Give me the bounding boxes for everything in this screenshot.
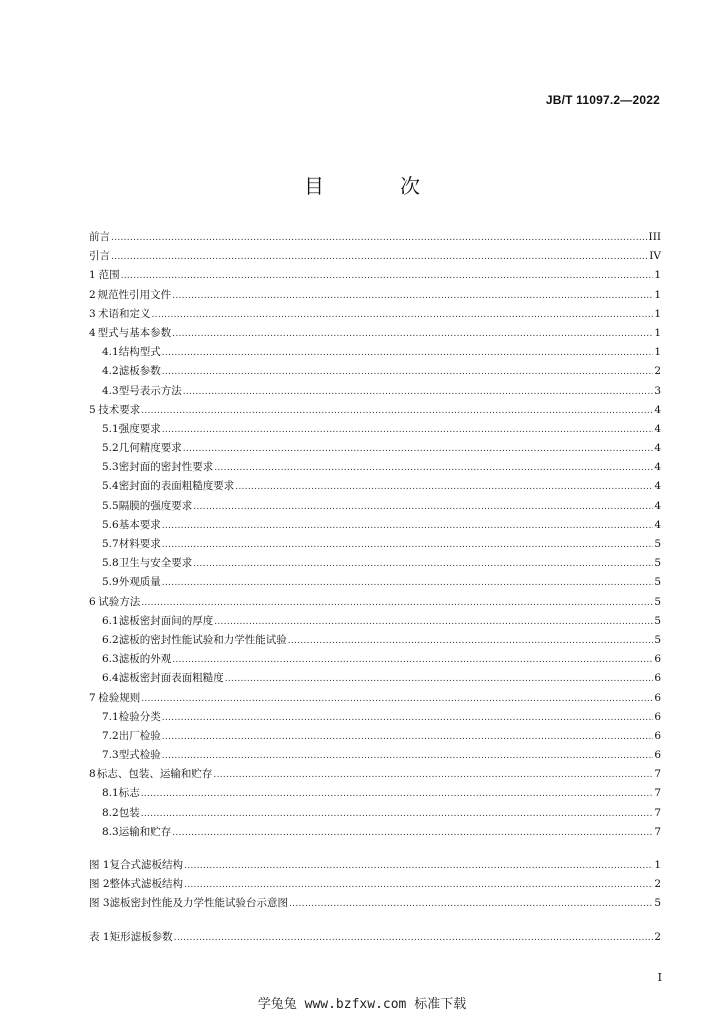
- toc-entry-number: 8.1: [102, 787, 119, 800]
- toc-entry-number: 表 1: [89, 930, 110, 943]
- dot-leader: [111, 252, 648, 262]
- dot-leader: [141, 406, 653, 416]
- toc-entry-label: 技术要求: [98, 403, 141, 416]
- dot-leader: [162, 367, 654, 377]
- toc-entry-number: 7.1: [102, 710, 119, 723]
- toc-entry-label: 规范性引用文件: [97, 288, 172, 301]
- toc-entry-page: 4: [654, 442, 661, 455]
- toc-entry-label: 标志: [118, 787, 140, 800]
- toc-entry[interactable]: [89, 824, 661, 843]
- toc-entry[interactable]: [89, 929, 661, 948]
- toc-entry-number: 5: [89, 403, 96, 416]
- toc-entries: [89, 229, 661, 843]
- toc-entry-label: 整体式滤板结构: [109, 878, 184, 891]
- toc-entry-number: 5.5: [102, 499, 119, 512]
- toc-entry[interactable]: [89, 766, 661, 785]
- toc-entry-number: 8.2: [102, 806, 119, 819]
- toc-entry-label: 前言: [89, 231, 110, 243]
- toc-entry-label: 运输和贮存: [118, 825, 172, 838]
- toc-entry-page: 1: [654, 326, 661, 339]
- toc-entry-label: 滤板密封面间的厚度: [118, 614, 214, 627]
- toc-entry[interactable]: [89, 876, 661, 895]
- toc-entry-label: 密封面的表面粗糙度要求: [118, 480, 235, 493]
- toc-entry-number: 图 2: [89, 878, 110, 891]
- toc-entry-page: 5: [654, 595, 661, 608]
- toc-entry-page: 6: [654, 710, 661, 723]
- toc-entry[interactable]: [89, 857, 661, 876]
- toc-entry[interactable]: [89, 459, 661, 478]
- toc-entry-page: 7: [654, 768, 661, 781]
- toc-entry[interactable]: [89, 306, 661, 325]
- dot-leader: [184, 861, 653, 871]
- toc-entry[interactable]: [89, 613, 661, 632]
- toc-entry-number: 5.8: [102, 557, 119, 570]
- toc-entry[interactable]: [89, 574, 661, 593]
- toc-entry[interactable]: [89, 709, 661, 728]
- toc-entry[interactable]: [89, 728, 661, 747]
- toc-entry[interactable]: [89, 421, 661, 440]
- dot-leader: [193, 559, 653, 569]
- toc-entry-label: 卫生与安全要求: [118, 557, 193, 570]
- dot-leader: [141, 809, 654, 819]
- toc-entry-page: 7: [654, 787, 661, 800]
- toc-entry-page: 5: [654, 538, 661, 550]
- toc-entry-page: 2: [654, 930, 661, 943]
- toc-entry-number: 7: [89, 691, 96, 704]
- toc-entry[interactable]: [89, 478, 661, 497]
- dot-leader: [225, 674, 654, 684]
- toc-entry-label: 出厂检验: [118, 729, 161, 742]
- toc-entry-number: 5.3: [102, 461, 119, 474]
- toc-entry-label: 范围: [98, 269, 120, 282]
- toc-entry[interactable]: [89, 651, 661, 670]
- dot-leader: [162, 713, 654, 723]
- toc-entry[interactable]: [89, 229, 661, 248]
- dot-leader: [141, 789, 654, 799]
- toc-entry[interactable]: [89, 363, 661, 382]
- toc-entry-page: 1: [654, 288, 661, 301]
- toc-entry-label: 包装: [118, 806, 140, 819]
- dot-leader: [162, 521, 654, 531]
- table-list: [89, 929, 661, 948]
- toc-entry-page: 6: [654, 653, 661, 666]
- dot-leader: [183, 387, 654, 397]
- toc-entry-number: 3: [89, 307, 96, 320]
- toc-entry[interactable]: [89, 536, 661, 555]
- toc-entry-number: 6.2: [102, 633, 119, 646]
- toc-entry-number: 4: [89, 326, 96, 339]
- toc-entry-page: 6: [654, 691, 661, 704]
- standard-number: JB/T 11097.2—2022: [545, 93, 660, 107]
- toc-entry-page: 6: [654, 749, 661, 762]
- dot-leader: [162, 732, 654, 742]
- toc-entry-page: 4: [654, 499, 661, 512]
- toc-entry-page: 6: [654, 672, 661, 685]
- toc-entry[interactable]: [89, 632, 661, 651]
- toc-entry-page: 5: [654, 897, 661, 910]
- toc-entry-label: 滤板的密封性能试验和力学性能试验: [118, 633, 287, 646]
- toc-entry-label: 型式与基本参数: [97, 326, 172, 339]
- toc-entry-page: 4: [654, 403, 661, 416]
- dot-leader: [214, 617, 653, 627]
- toc-entry-label: 隔膜的强度要求: [118, 499, 193, 512]
- dot-leader: [214, 463, 653, 473]
- toc-entry-page: 5: [654, 557, 661, 570]
- toc-entry-label: 外观质量: [118, 576, 161, 589]
- toc-entry[interactable]: [89, 325, 661, 344]
- toc-entry-number: 4.1: [102, 346, 119, 359]
- toc-entry-page: 6: [654, 729, 661, 742]
- toc-entry-number: 5.7: [102, 538, 119, 550]
- toc-entry-label: 试验方法: [98, 595, 141, 608]
- toc-entry-number: 5.2: [102, 442, 119, 455]
- toc-entry-page: 1: [654, 269, 661, 282]
- toc-entry-page: 1: [654, 859, 661, 871]
- toc-entry-label: 矩形滤板参数: [109, 930, 173, 943]
- toc-entry[interactable]: [89, 690, 661, 709]
- toc-entry-number: 6.1: [102, 614, 119, 627]
- toc-entry-page: 2: [654, 365, 661, 378]
- toc-entry-label: 密封面的密封性要求: [118, 461, 214, 474]
- toc-entry[interactable]: [89, 785, 661, 804]
- dot-leader: [172, 291, 653, 301]
- dot-leader: [141, 694, 653, 704]
- toc-entry[interactable]: [89, 287, 661, 306]
- toc-entry-label: 滤板参数: [118, 365, 161, 378]
- toc-entry-number: 图 1: [89, 859, 110, 871]
- toc-entry-label: 材料要求: [118, 538, 161, 550]
- toc-entry-number: 5.6: [102, 518, 119, 531]
- dot-leader: [172, 655, 653, 665]
- toc-entry-label: 滤板的外观: [118, 653, 172, 666]
- toc-entry-page: 5: [654, 633, 661, 646]
- toc-entry-page: 3: [654, 384, 661, 397]
- dot-leader: [235, 482, 653, 492]
- dot-leader: [162, 425, 654, 435]
- toc-entry-label: 标志、包装、运输和贮存: [96, 768, 213, 781]
- dot-leader: [121, 271, 654, 281]
- toc-entry-page: 1: [654, 307, 661, 320]
- site-footer[interactable]: 学兔兔 www.bzfxw.com 标准下载: [257, 997, 467, 1012]
- toc-entry[interactable]: [89, 670, 661, 689]
- figure-list: [89, 857, 661, 915]
- toc-entry-page: 5: [654, 576, 661, 589]
- toc-entry-number: 5.1: [102, 422, 119, 435]
- toc-entry-page: 4: [654, 422, 661, 435]
- dot-leader: [289, 899, 653, 909]
- toc-entry[interactable]: [89, 805, 661, 824]
- toc-entry-page: 2: [654, 878, 661, 891]
- dot-leader: [172, 828, 653, 838]
- dot-leader: [141, 598, 653, 608]
- toc-entry-number: 8: [89, 768, 96, 781]
- page-folio: I: [657, 971, 662, 984]
- toc-entry[interactable]: [89, 555, 661, 574]
- toc-entry-label: 几何精度要求: [118, 442, 182, 455]
- toc-entry-label: 检验规则: [98, 691, 141, 704]
- toc-entry-label: 滤板密封面表面粗糙度: [118, 672, 224, 685]
- toc-entry-label: 复合式滤板结构: [109, 859, 184, 871]
- toc-entry-label: 滤板密封性能及力学性能试验台示意图: [109, 897, 289, 910]
- toc-entry-label: 强度要求: [118, 422, 161, 435]
- toc-entry-number: 图 3: [89, 897, 110, 910]
- dot-leader: [162, 751, 654, 761]
- toc-entry[interactable]: [89, 402, 661, 421]
- dot-leader: [184, 880, 653, 890]
- toc-entry-label: 检验分类: [118, 710, 161, 723]
- toc-entry-page: 7: [654, 806, 661, 819]
- toc-entry-page: 1: [654, 346, 661, 359]
- toc-entry[interactable]: [89, 383, 661, 402]
- toc-entry-number: 2: [89, 288, 96, 301]
- dot-leader: [172, 329, 653, 339]
- toc-entry-label: 型号表示方法: [118, 384, 182, 397]
- dot-leader: [193, 502, 653, 512]
- dot-leader: [162, 578, 654, 588]
- dot-leader: [111, 233, 648, 243]
- toc-entry-page: III: [648, 231, 661, 243]
- dot-leader: [162, 540, 654, 550]
- toc-gap: [89, 843, 661, 857]
- toc-entry-number: 5.4: [102, 480, 119, 493]
- toc-gap: [89, 915, 661, 929]
- toc-entry-number: 5.9: [102, 576, 119, 589]
- dot-leader: [162, 348, 654, 358]
- toc-entry-page: 4: [654, 480, 661, 493]
- toc-entry-number: 6.4: [102, 672, 119, 685]
- toc-entry[interactable]: [89, 498, 661, 517]
- toc-entry[interactable]: [89, 517, 661, 536]
- toc-entry[interactable]: [89, 267, 661, 286]
- toc-entry[interactable]: [89, 895, 661, 914]
- toc-entry-label: 结构型式: [118, 346, 161, 359]
- toc-entry-page: 7: [654, 825, 661, 838]
- dot-leader: [288, 636, 654, 646]
- toc-entry-page: 4: [654, 461, 661, 474]
- toc-entry-page: 4: [654, 518, 661, 531]
- dot-leader: [152, 310, 654, 320]
- dot-leader: [174, 933, 654, 943]
- toc-entry-number: 7.2: [102, 729, 119, 742]
- toc-entry-number: 4.2: [102, 365, 119, 378]
- toc-entry-number: 6: [89, 595, 96, 608]
- toc-entry[interactable]: [89, 344, 661, 363]
- toc-entry-number: 7.3: [102, 749, 119, 762]
- toc-entry-label: 术语和定义: [98, 307, 151, 320]
- toc-entry-number: 1: [89, 269, 96, 282]
- toc-entry-number: 4.3: [102, 384, 119, 397]
- toc-entry[interactable]: [89, 248, 661, 267]
- table-of-contents: [89, 229, 661, 948]
- toc-entry[interactable]: [89, 594, 661, 613]
- dot-leader: [213, 770, 653, 780]
- toc-entry-label: 引言: [89, 250, 110, 263]
- toc-entry-page: 5: [654, 614, 661, 627]
- toc-entry-label: 型式检验: [118, 749, 161, 762]
- page-title: 目 次: [304, 174, 448, 198]
- toc-entry[interactable]: [89, 747, 661, 766]
- dot-leader: [183, 444, 654, 454]
- toc-entry-label: 基本要求: [118, 518, 161, 531]
- toc-entry-number: 6.3: [102, 653, 119, 666]
- toc-entry-number: 8.3: [102, 825, 119, 838]
- toc-entry[interactable]: [89, 440, 661, 459]
- toc-entry-page: IV: [649, 250, 661, 263]
